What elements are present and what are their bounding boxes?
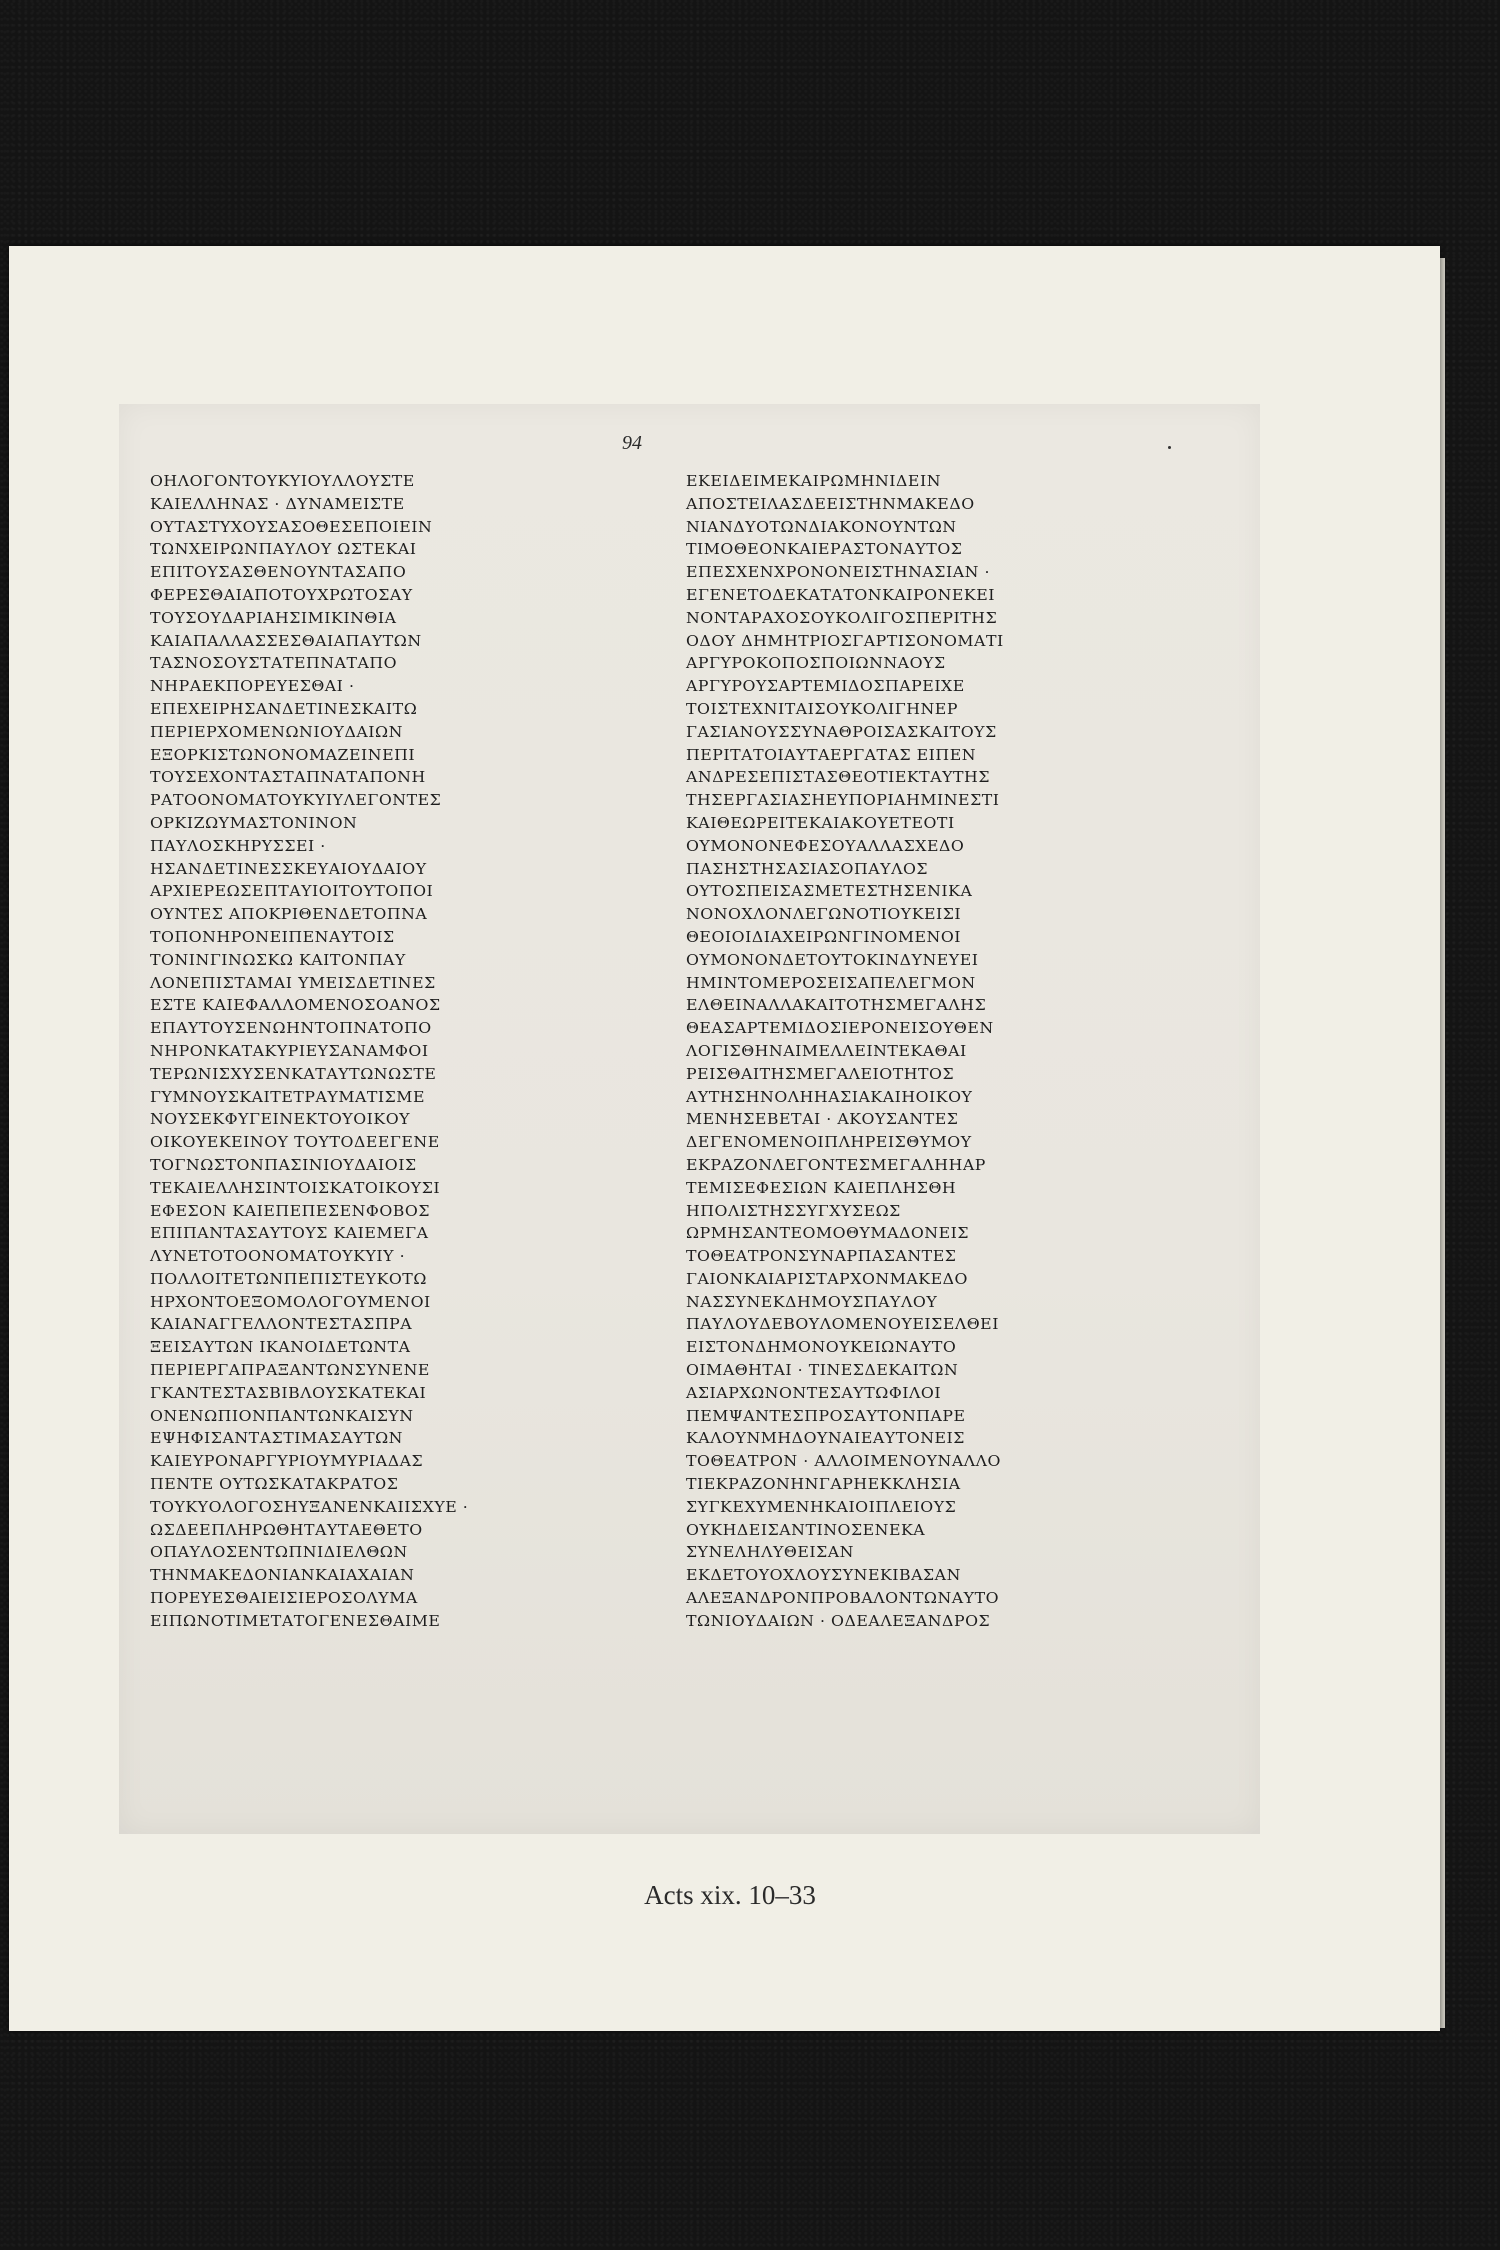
manuscript-line (686, 1177, 1126, 1200)
manuscript-line-text: ΤΟΝΙΝΓΙΝΩΣΚΩ ΚΑΙΤΟΝΠΑΥ (150, 950, 406, 969)
manuscript-line-text: ΚΑΙΘΕΩΡΕΙΤΕΚΑΙΑΚΟΥΕΤΕΟΤΙ (686, 813, 955, 832)
manuscript-line-text: ΜΕΝΗΣΕΒΕΤΑΙ · ΑΚΟΥΣΑΝΤΕΣ (686, 1110, 959, 1129)
manuscript-line (686, 1200, 1126, 1223)
manuscript-line-text: ΕΠΙΤΟΥΣΑΣΘΕΝΟΥΝΤΑΣΑΠΟ (150, 563, 407, 582)
manuscript-line (150, 1427, 590, 1450)
manuscript-line (150, 652, 590, 675)
manuscript-line-text: ΟΥΝΤΕΣ ΑΠΟΚΡΙΘΕΝΔΕΤΟΠΝΑ (150, 905, 428, 924)
manuscript-line (686, 1154, 1126, 1177)
manuscript-line (686, 698, 1126, 721)
manuscript-line (686, 858, 1126, 881)
manuscript-line (686, 1359, 1126, 1382)
manuscript-line-text: ΕΞΟΡΚΙΣΤΩΝΟΝΟΜΑΖΕΙΝΕΠΙ (150, 745, 416, 764)
manuscript-line (686, 721, 1126, 744)
manuscript-line (150, 1382, 590, 1405)
manuscript-line (686, 1222, 1126, 1245)
manuscript-line-text: ΕΣΤΕ ΚΑΙΕΦΑΛΛΟΜΕΝΟΣΟΑΝΟΣ (150, 996, 441, 1015)
manuscript-line-text: ΤΟΙΣΤΕΧΝΙΤΑΙΣΟΥΚΟΛΙΓΗΝΕΡ (686, 699, 958, 718)
manuscript-line-text: ΠΕΡΙΕΡΧΟΜΕΝΩΝΙΟΥΔΑΙΩΝ (150, 722, 403, 741)
manuscript-line (150, 1154, 590, 1177)
manuscript-line (686, 1473, 1126, 1496)
manuscript-line-text: ΕΙΣΤΟΝΔΗΜΟΝΟΥΚΕΙΩΝΑΥΤΟ (686, 1338, 957, 1357)
manuscript-line-text: ΝΟΥΣΕΚΦΥΓΕΙΝΕΚΤΟΥΟΙΚΟΥ (150, 1110, 411, 1129)
manuscript-line-text: ΑΡΓΥΡΟΚΟΠΟΣΠΟΙΩΝΝΑΟΥΣ (686, 654, 946, 673)
manuscript-line-text: ΤΩΝΧΕΙΡΩΝΠΑΥΛΟΥ ΩΣΤΕΚΑΙ (150, 540, 417, 559)
manuscript-line-text: ΦΕΡΕΣΘΑΙΑΠΟΤΟΥΧΡΩΤΟΣΑΥ (150, 585, 413, 604)
manuscript-line (686, 630, 1126, 653)
manuscript-line (686, 1519, 1126, 1542)
manuscript-line-text: ΠΑΥΛΟΣΚΗΡΥΣΣΕΙ · (150, 836, 326, 855)
manuscript-line (150, 1359, 590, 1382)
manuscript-line (150, 994, 590, 1017)
manuscript-line (150, 1040, 590, 1063)
manuscript-line (686, 1382, 1126, 1405)
manuscript-line (150, 1063, 590, 1086)
manuscript-line-text: ΤΟΥΚΥΟΛΟΓΟΣΗΥΞΑΝΕΝΚΑΙΙΣΧΥΕ · (150, 1497, 469, 1516)
manuscript-line-text: ΕΠΙΠΑΝΤΑΣΑΥΤΟΥΣ ΚΑΙΕΜΕΓΑ (150, 1224, 429, 1243)
manuscript-line-text: ΠΕΜΨΑΝΤΕΣΠΡΟΣΑΥΤΟΝΠΑΡΕ (686, 1406, 966, 1425)
manuscript-line-text: ΝΑΣΣΥΝΕΚΔΗΜΟΥΣΠΑΥΛΟΥ (686, 1292, 938, 1311)
manuscript-line-text: ΑΡΓΥΡΟΥΣΑΡΤΕΜΙΔΟΣΠΑΡΕΙΧΕ (686, 677, 965, 696)
manuscript-line-text: ΤΙΕΚΡΑΖΟΝΗΝΓΑΡΗΕΚΚΛΗΣΙΑ (686, 1475, 961, 1494)
manuscript-line (686, 652, 1126, 675)
manuscript-line-text: ΟΡΚΙΖΩΥΜΑΣΤΟΝΙΝΟΝ (150, 813, 358, 832)
manuscript-line (150, 1017, 590, 1040)
manuscript-line (686, 949, 1126, 972)
manuscript-line-text: ΤΕΡΩΝΙΣΧΥΣΕΝΚΑΤΑΥΤΩΝΩΣΤΕ (150, 1064, 437, 1083)
manuscript-line-text: ΕΠΕΣΧΕΝΧΡΟΝΟΝΕΙΣΤΗΝΑΣΙΑΝ · (686, 563, 990, 582)
manuscript-line-text: ΟΥΜΟΝΟΝΔΕΤΟΥΤΟΚΙΝΔΥΝΕΥΕΙ (686, 950, 979, 969)
manuscript-line-text: ΑΠΟΣΤΕΙΛΑΣΔΕΕΙΣΤΗΝΜΑΚΕΔΟ (686, 494, 975, 513)
margin-dot (1168, 446, 1171, 449)
manuscript-line-text: ΤΟΥΣΕΧΟΝΤΑΣΤΑΠΝΑΤΑΠΟΝΗ (150, 768, 426, 787)
manuscript-line (150, 744, 590, 767)
manuscript-line-text: ΟΙΚΟΥΕΚΕΙΝΟΥ ΤΟΥΤΟΔΕΕΓΕΝΕ (150, 1133, 440, 1152)
manuscript-line-text: ΡΑΤΟΟΝΟΜΑΤΟΥΚΥΙΥΛΕΓΟΝΤΕΣ (150, 791, 442, 810)
manuscript-line-text: ΚΑΛΟΥΝΜΗΔΟΥΝΑΙΕΑΥΤΟΝΕΙΣ (686, 1429, 965, 1448)
manuscript-line (686, 994, 1126, 1017)
manuscript-line-text: ΛΟΓΙΣΘΗΝΑΙΜΕΛΛΕΙΝΤΕΚΑΘΑΙ (686, 1041, 967, 1060)
manuscript-line-text: ΤΕΚΑΙΕΛΛΗΣΙΝΤΟΙΣΚΑΤΟΙΚΟΥΣΙ (150, 1178, 441, 1197)
manuscript-line-text: ΟΥΜΟΝΟΝΕΦΕΣΟΥΑΛΛΑΣΧΕΔΟ (686, 836, 965, 855)
manuscript-line-text: ΠΕΡΙΕΡΓΑΠΡΑΞΑΝΤΩΝΣΥΝΕΝΕ (150, 1361, 430, 1380)
manuscript-line-text: ΟΥΤΟΣΠΕΙΣΑΣΜΕΤΕΣΤΗΣΕΝΙΚΑ (686, 882, 973, 901)
manuscript-line (150, 1268, 590, 1291)
manuscript-line (150, 1587, 590, 1610)
manuscript-line (150, 1200, 590, 1223)
manuscript-line-text: ΠΟΡΕΥΕΣΘΑΙΕΙΣΙΕΡΟΣΟΛΥΜΑ (150, 1589, 418, 1608)
manuscript-line (686, 1131, 1126, 1154)
sheet-edge (1440, 258, 1445, 2028)
manuscript-line-text: ΔΕΓΕΝΟΜΕΝΟΙΠΛΗΡΕΙΣΘΥΜΟΥ (686, 1133, 972, 1152)
manuscript-line-text: ΤΗΣΕΡΓΑΣΙΑΣΗΕΥΠΟΡΙΑΗΜΙΝΕΣΤΙ (686, 791, 1000, 810)
manuscript-line-text: ΤΟΠΟΝΗΡΟΝΕΙΠΕΝΑΥΤΟΙΣ (150, 927, 395, 946)
manuscript-line (150, 858, 590, 881)
manuscript-line (686, 835, 1126, 858)
manuscript-line-text: ΠΕΝΤΕ ΟΥΤΩΣΚΑΤΑΚΡΑΤΟΣ (150, 1475, 399, 1494)
manuscript-line-text: ΝΟΝΤΑΡΑΧΟΣΟΥΚΟΛΙΓΟΣΠΕΡΙΤΗΣ (686, 608, 998, 627)
manuscript-line (150, 1450, 590, 1473)
manuscript-line-text: ΤΑΣΝΟΣΟΥΣΤΑΤΕΠΝΑΤΑΠΟ (150, 654, 398, 673)
manuscript-line (150, 789, 590, 812)
manuscript-line (150, 1519, 590, 1542)
manuscript-line-text: ΕΠΕΧΕΙΡΗΣΑΝΔΕΤΙΝΕΣΚΑΙΤΩ (150, 699, 418, 718)
manuscript-line-text: ΝΟΝΟΧΛΟΝΛΕΓΩΝΟΤΙΟΥΚΕΙΣΙ (686, 905, 962, 924)
manuscript-line (150, 903, 590, 926)
manuscript-line-text: ΤΙΜΟΘΕΟΝΚΑΙΕΡΑΣΤΟΝΑΥΤΟΣ (686, 540, 963, 559)
manuscript-line (150, 1564, 590, 1587)
manuscript-line (150, 766, 590, 789)
manuscript-line (150, 1177, 590, 1200)
manuscript-line (150, 538, 590, 561)
manuscript-line-text: ΑΝΔΡΕΣΕΠΙΣΤΑΣΘΕΟΤΙΕΚΤΑΥΤΗΣ (686, 768, 990, 787)
manuscript-line-text: ΚΑΙΕΥΡΟΝΑΡΓΥΡΙΟΥΜΥΡΙΑΔΑΣ (150, 1452, 424, 1471)
manuscript-column-right (686, 470, 1126, 1633)
manuscript-line-text: ΤΟΘΕΑΤΡΟΝ · ΑΛΛΟΙΜΕΝΟΥΝΑΛΛΟ (686, 1452, 1001, 1471)
manuscript-line-text: ΓΑΣΙΑΝΟΥΣΣΥΝΑΘΡΟΙΣΑΣΚΑΙΤΟΥΣ (686, 722, 997, 741)
manuscript-line (150, 1610, 590, 1633)
manuscript-line (686, 812, 1126, 835)
manuscript-line-text: ΟΥΤΑΣΤΥΧΟΥΣΑΣΟΘΕΣΕΠΟΙΕΙΝ (150, 517, 433, 536)
manuscript-line (150, 675, 590, 698)
manuscript-line-text: ΟΝΕΝΩΠΙΟΝΠΑΝΤΩΝΚΑΙΣΥΝ (150, 1406, 414, 1425)
manuscript-line-text: ΗΜΙΝΤΟΜΕΡΟΣΕΙΣΑΠΕΛΕΓΜΟΝ (686, 973, 976, 992)
manuscript-line (150, 1313, 590, 1336)
manuscript-line (686, 903, 1126, 926)
manuscript-line (150, 1473, 590, 1496)
manuscript-line (150, 1131, 590, 1154)
manuscript-line-text: ΚΑΙΕΛΛΗΝΑΣ · ΔΥΝΑΜΕΙΣΤΕ (150, 494, 405, 513)
manuscript-line (686, 1313, 1126, 1336)
manuscript-line-text: ΓΑΙΟΝΚΑΙΑΡΙΣΤΑΡΧΟΝΜΑΚΕΔΟ (686, 1269, 968, 1288)
manuscript-line-text: ΕΠΑΥΤΟΥΣΕΝΩΗΝΤΟΠΝΑΤΟΠΟ (150, 1019, 432, 1038)
manuscript-line-text: ΗΡΧΟΝΤΟΕΞΟΜΟΛΟΓΟΥΜΕΝΟΙ (150, 1292, 431, 1311)
manuscript-line-text: ΛΟΝΕΠΙΣΤΑΜΑΙ ΥΜΕΙΣΔΕΤΙΝΕΣ (150, 973, 436, 992)
manuscript-line-text: ΤΗΝΜΑΚΕΔΟΝΙΑΝΚΑΙΑΧΑΙΑΝ (150, 1566, 415, 1585)
manuscript-line-text: ΚΑΙΑΠΑΛΛΑΣΣΕΣΘΑΙΑΠΑΥΤΩΝ (150, 631, 422, 650)
caption (0, 1880, 1500, 1911)
manuscript-line-text: ΣΥΝΕΛΗΛΥΘΕΙΣΑΝ (686, 1543, 854, 1562)
manuscript-line (686, 1587, 1126, 1610)
manuscript-line (686, 470, 1126, 493)
manuscript-line-text: ΟΗΛΟΓΟΝΤΟΥΚΥΙΟΥΛΛΟΥΣΤΕ (150, 472, 415, 490)
manuscript-line (686, 789, 1126, 812)
manuscript-line (150, 972, 590, 995)
manuscript-line (150, 1245, 590, 1268)
manuscript-line-text: ΩΡΜΗΣΑΝΤΕΟΜΟΘΥΜΑΔΟΝΕΙΣ (686, 1224, 970, 1243)
manuscript-line-text: ΕΚΡΑΖΟΝΛΕΓΟΝΤΕΣΜΕΓΑΛΗΗΑΡ (686, 1155, 986, 1174)
manuscript-line (150, 949, 590, 972)
manuscript-line (686, 1086, 1126, 1109)
folio-number: 94 (622, 432, 642, 454)
manuscript-line (686, 538, 1126, 561)
manuscript-line (686, 1564, 1126, 1587)
manuscript-line (686, 926, 1126, 949)
manuscript-line (150, 1336, 590, 1359)
manuscript-line-text: ΕΚΔΕΤΟΥΟΧΛΟΥΣΥΝΕΚΙΒΑΣΑΝ (686, 1566, 961, 1585)
manuscript-line (686, 584, 1126, 607)
manuscript-line (150, 926, 590, 949)
manuscript-line-text: ΠΕΡΙΤΑΤΟΙΑΥΤΑΕΡΓΑΤΑΣ ΕΙΠΕΝ (686, 745, 977, 764)
manuscript-line (686, 1063, 1126, 1086)
manuscript-line (150, 698, 590, 721)
manuscript-line (150, 880, 590, 903)
manuscript-line-text: ΝΙΑΝΔΥΟΤΩΝΔΙΑΚΟΝΟΥΝΤΩΝ (686, 517, 957, 536)
manuscript-line-text: ΚΑΙΑΝΑΓΓΕΛΛΟΝΤΕΣΤΑΣΠΡΑ (150, 1315, 413, 1334)
manuscript-line (686, 1040, 1126, 1063)
manuscript-line (150, 1541, 590, 1564)
manuscript-line (150, 584, 590, 607)
manuscript-line (686, 1610, 1126, 1633)
manuscript-line (150, 1291, 590, 1314)
manuscript-line-text: ΠΑΣΗΣΤΗΣΑΣΙΑΣΟΠΑΥΛΟΣ (686, 859, 929, 878)
manuscript-line (686, 607, 1126, 630)
manuscript-line-text: ΤΕΜΙΣΕΦΕΣΙΩΝ ΚΑΙΕΠΛΗΣΘΗ (686, 1178, 957, 1197)
manuscript-line-text: ΟΙΜΑΘΗΤΑΙ · ΤΙΝΕΣΔΕΚΑΙΤΩΝ (686, 1361, 959, 1380)
manuscript-line-text: ΑΛΕΞΑΝΔΡΟΝΠΡΟΒΑΛΟΝΤΩΝΑΥΤΟ (686, 1589, 1000, 1608)
manuscript-line-text: ΝΗΡΑΕΚΠΟΡΕΥΕΣΘΑΙ · (150, 677, 355, 696)
manuscript-line-text: ΞΕΙΣΑΥΤΩΝ ΙΚΑΝΟΙΔΕΤΩΝΤΑ (150, 1338, 411, 1357)
manuscript-line-text: ΕΨΗΦΙΣΑΝΤΑΣΤΙΜΑΣΑΥΤΩΝ (150, 1429, 404, 1448)
manuscript-line (686, 516, 1126, 539)
manuscript-line (150, 607, 590, 630)
manuscript-line-text: ΕΓΕΝΕΤΟΔΕΚΑΤΑΤΟΝΚΑΙΡΟΝΕΚΕΙ (686, 585, 995, 604)
manuscript-line (686, 561, 1126, 584)
manuscript-line (150, 812, 590, 835)
manuscript-column-left (150, 470, 590, 1633)
manuscript-line (686, 675, 1126, 698)
manuscript-line (686, 1268, 1126, 1291)
manuscript-line (150, 493, 590, 516)
manuscript-line-text: ΣΥΓΚΕΧΥΜΕΝΗΚΑΙΟΙΠΛΕΙΟΥΣ (686, 1497, 957, 1516)
manuscript-line (150, 1222, 590, 1245)
manuscript-line (150, 561, 590, 584)
manuscript-line-text: ΠΟΛΛΟΙΤΕΤΩΝΠΕΠΙΣΤΕΥΚΟΤΩ (150, 1269, 427, 1288)
manuscript-line (150, 721, 590, 744)
manuscript-line-text: ΑΥΤΗΣΗΝΟΛΗΗΑΣΙΑΚΑΙΗΟΙΚΟΥ (686, 1087, 973, 1106)
manuscript-line (686, 1450, 1126, 1473)
manuscript-line-text: ΓΚΑΝΤΕΣΤΑΣΒΙΒΛΟΥΣΚΑΤΕΚΑΙ (150, 1383, 427, 1402)
manuscript-line-text: ΘΕΟΙΟΙΔΙΑΧΕΙΡΩΝΓΙΝΟΜΕΝΟΙ (686, 927, 962, 946)
manuscript-line-text: ΕΦΕΣΟΝ ΚΑΙΕΠΕΠΕΣΕΝΦΟΒΟΣ (150, 1201, 431, 1220)
manuscript-line-text: ΟΔΟΥ ΔΗΜΗΤΡΙΟΣΓΑΡΤΙΣΟΝΟΜΑΤΙ (686, 631, 1004, 650)
manuscript-line-text: ΠΑΥΛΟΥΔΕΒΟΥΛΟΜΕΝΟΥΕΙΣΕΛΘΕΙ (686, 1315, 999, 1334)
manuscript-line-text: ΕΙΠΩΝΟΤΙΜΕΤΑΤΟΓΕΝΕΣΘΑΙΜΕ (150, 1611, 441, 1630)
manuscript-line-text: ΑΡΧΙΕΡΕΩΣΕΠΤΑΥΙΟΙΤΟΥΤΟΠΟΙ (150, 882, 434, 901)
manuscript-line-text: ΕΚΕΙΔΕΙΜΕΚΑΙΡΩΜΗΝΙΔΕΙΝ (686, 472, 942, 490)
caption-text: Acts xix. 10–33 (644, 1880, 816, 1910)
manuscript-line-text: ΤΟΘΕΑΤΡΟΝΣΥΝΑΡΠΑΣΑΝΤΕΣ (686, 1247, 957, 1266)
manuscript-line-text: ΓΥΜΝΟΥΣΚΑΙΤΕΤΡΑΥΜΑΤΙΣΜΕ (150, 1087, 425, 1106)
manuscript-line (150, 630, 590, 653)
manuscript-line-text: ΤΟΥΣΟΥΔΑΡΙΑΗΣΙΜΙΚΙΝΘΙΑ (150, 608, 397, 627)
manuscript-line (686, 1496, 1126, 1519)
manuscript-line (150, 516, 590, 539)
manuscript-line (150, 1108, 590, 1131)
manuscript-line (686, 1405, 1126, 1428)
manuscript-line (150, 1405, 590, 1428)
manuscript-line (686, 880, 1126, 903)
manuscript-line (150, 1496, 590, 1519)
manuscript-line-text: ΟΠΑΥΛΟΣΕΝΤΩΠΝΙΔΙΕΛΘΩΝ (150, 1543, 408, 1562)
manuscript-line (686, 766, 1126, 789)
manuscript-line (686, 1541, 1126, 1564)
manuscript-line (686, 1108, 1126, 1131)
manuscript-line (686, 972, 1126, 995)
manuscript-line-text: ΡΕΙΣΘΑΙΤΗΣΜΕΓΑΛΕΙΟΤΗΤΟΣ (686, 1064, 955, 1083)
manuscript-line (150, 835, 590, 858)
manuscript-line (686, 1291, 1126, 1314)
manuscript-line (686, 1245, 1126, 1268)
manuscript-line (686, 1017, 1126, 1040)
manuscript-line (686, 1427, 1126, 1450)
manuscript-line-text: ΤΟΓΝΩΣΤΟΝΠΑΣΙΝΙΟΥΔΑΙΟΙΣ (150, 1155, 417, 1174)
manuscript-line-text: ΩΣΔΕΕΠΛΗΡΩΘΗΤΑΥΤΑΕΘΕΤΟ (150, 1520, 423, 1539)
manuscript-line-text: ΘΕΑΣΑΡΤΕΜΙΔΟΣΙΕΡΟΝΕΙΣΟΥΘΕΝ (686, 1019, 994, 1038)
manuscript-line-text: ΕΛΘΕΙΝΑΛΛΑΚΑΙΤΟΤΗΣΜΕΓΑΛΗΣ (686, 996, 987, 1015)
manuscript-line (686, 744, 1126, 767)
manuscript-line (686, 1336, 1126, 1359)
manuscript-line-text: ΝΗΡΟΝΚΑΤΑΚΥΡΙΕΥΣΑΝΑΜΦΟΙ (150, 1041, 429, 1060)
manuscript-line-text: ΤΩΝΙΟΥΔΑΙΩΝ · ΟΔΕΑΛΕΞΑΝΔΡΟΣ (686, 1611, 991, 1630)
manuscript-line-text: ΗΣΑΝΔΕΤΙΝΕΣΣΚΕΥΑΙΟΥΔΑΙΟΥ (150, 859, 427, 878)
manuscript-line-text: ΛΥΝΕΤΟΤΟΟΝΟΜΑΤΟΥΚΥΙΥ · (150, 1247, 406, 1266)
manuscript-line-text: ΗΠΟΛΙΣΤΗΣΣΥΓΧΥΣΕΩΣ (686, 1201, 901, 1220)
manuscript-line (686, 493, 1126, 516)
manuscript-line (150, 1086, 590, 1109)
manuscript-line-text: ΟΥΚΗΔΕΙΣΑΝΤΙΝΟΣΕΝΕΚΑ (686, 1520, 926, 1539)
manuscript-line-text: ΑΣΙΑΡΧΩΝΟΝΤΕΣΑΥΤΩΦΙΛΟΙ (686, 1383, 942, 1402)
manuscript-line (150, 470, 590, 493)
